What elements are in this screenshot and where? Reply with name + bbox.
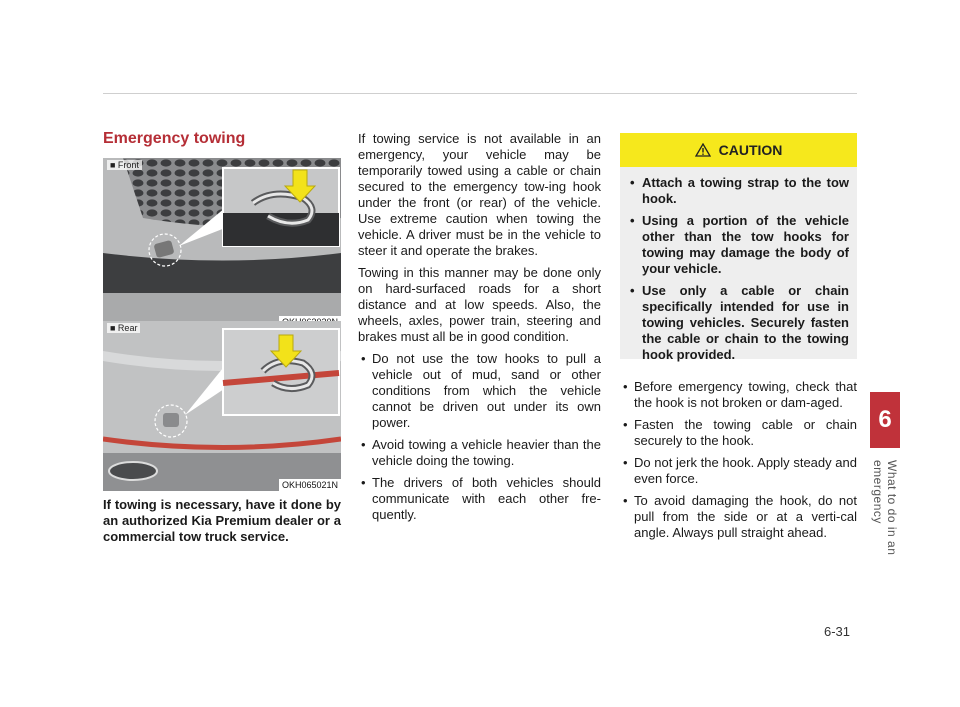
- front-figure-label: ■ Front: [107, 160, 142, 170]
- list-item: • Do not use the tow hooks to pull a vehicle out of mud, sand or other conditions from which the vehicle cannot be driven out under its own power.: [358, 351, 601, 431]
- hook-bullet-list: [620, 379, 857, 541]
- chapter-title: What to do in an emergency: [871, 460, 899, 556]
- front-tow-hook-figure: [103, 158, 341, 328]
- hook-check-column: [620, 379, 857, 547]
- section-title: Emergency towing: [103, 130, 246, 147]
- towing-lead-text: If towing is necessary, have it done by an authorized Kia Premium dealer or a commercial tow truck service.: [103, 497, 341, 544]
- caution-box: [620, 133, 857, 362]
- caution-title: CAUTION: [718, 142, 783, 158]
- list-item: • Before emergency towing, check that the hook is not broken or dam-aged.: [620, 379, 857, 411]
- rear-tow-hook-figure: [103, 321, 341, 491]
- list-item: • Avoid towing a vehicle heavier than the vehicle doing the towing.: [358, 437, 601, 469]
- list-item: • Attach a towing strap to the tow hook.: [628, 175, 849, 207]
- list-item: • The drivers of both vehicles should communicate with each other fre-quently.: [358, 475, 601, 523]
- towing-instructions-column: [358, 131, 601, 529]
- list-item: • To avoid damaging the hook, do not pull from the side or at a verti-cal angle. Always pull straight ahead.: [620, 493, 857, 541]
- paragraph-1: If towing service is not available in an emergency, your vehicle may be temporarily towed using a cable or chain secured to the emergency tow-ing hook under the front (or rear) of the vehicle. Use extreme caution when towing the vehicle. A driver must be in the vehicle to steer it and operate the brakes.: [358, 131, 601, 258]
- caution-list: [620, 167, 857, 363]
- front-tow-hook-illustration: [103, 158, 341, 328]
- caution-header: [620, 133, 857, 167]
- chapter-tab: 6: [870, 392, 900, 448]
- list-item: • Do not jerk the hook. Apply steady and even force.: [620, 455, 857, 487]
- header-rule: [103, 93, 857, 94]
- rear-figure-label: ■ Rear: [107, 323, 140, 333]
- towing-bullet-list: [358, 351, 601, 523]
- list-item: • Use only a cable or chain specifically intended for use in towing vehicles. Securely fasten the cable or chain to the towing hook provided.: [628, 283, 849, 363]
- paragraph-2: Towing in this manner may be done only on hard-surfaced roads for a short distance and at low speeds. Also, the wheels, axles, power train, steering and brakes must all be in good condition.: [358, 265, 601, 344]
- rear-figure-code: OKH065021N: [279, 479, 341, 491]
- rear-tow-hook-illustration: [103, 321, 341, 491]
- warning-triangle-icon: [695, 143, 711, 157]
- list-item: • Fasten the towing cable or chain securely to the hook.: [620, 417, 857, 449]
- list-item: • Using a portion of the vehicle other than the tow hooks for towing may damage the body of your vehicle.: [628, 213, 849, 277]
- page-number: 6-31: [824, 624, 851, 639]
